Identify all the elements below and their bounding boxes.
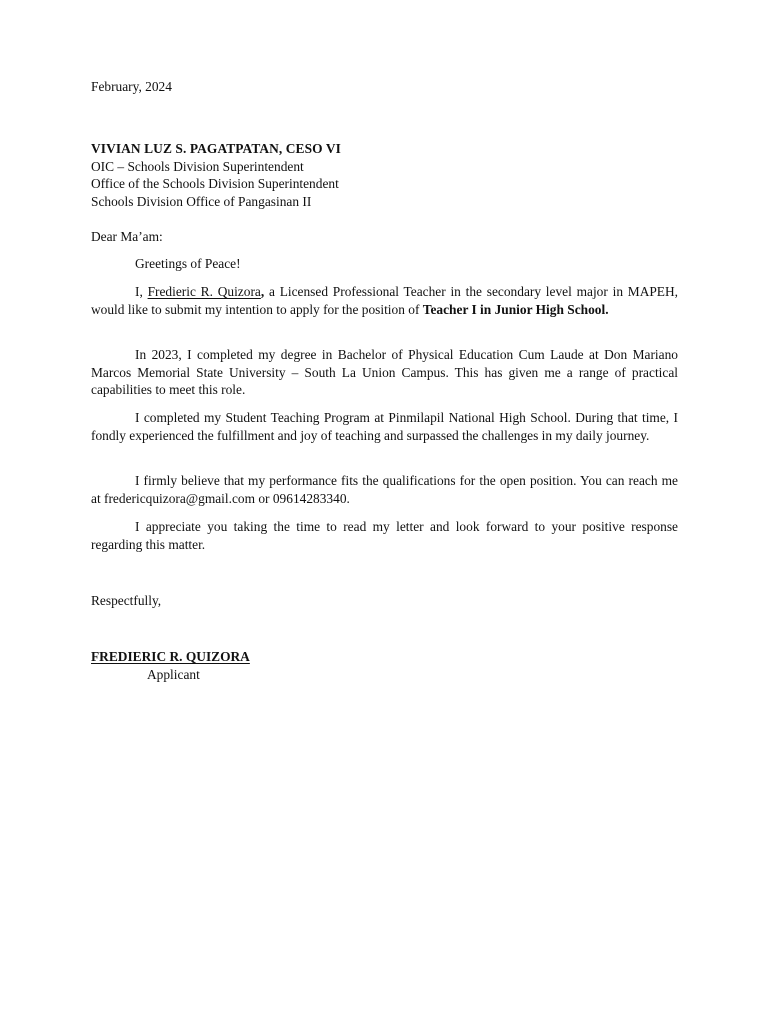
position-title: Teacher I in Junior High School. xyxy=(422,301,609,317)
contact-paragraph: I firmly believe that my performance fits the qualifications for the open position. You can reach me at fredericquizora@gmail.com or 09614283340. xyxy=(91,473,678,506)
intro-paragraph xyxy=(91,283,678,318)
intro-comma: , xyxy=(260,284,265,299)
recipient-address xyxy=(91,140,678,210)
recipient-title: OIC – Schools Division Superintendent xyxy=(91,158,304,174)
greeting-paragraph: Greetings of Peace! xyxy=(135,256,241,271)
applicant-name-inline: Fredieric R. Quizora xyxy=(147,284,261,299)
intro-prefix: I, xyxy=(135,284,148,299)
recipient-division: Schools Division Office of Pangasinan II xyxy=(91,193,312,209)
appreciation-paragraph: I appreciate you taking the time to read my letter and look forward to your positive response regarding this matter. xyxy=(91,519,678,552)
education-paragraph: In 2023, I completed my degree in Bachelor of Physical Education Cum Laude at Don Mariano Marcos Memorial State University – South La Union Campus. This has given me a range of practical capabilities to meet this role. xyxy=(91,347,678,398)
closing: Respectfully, xyxy=(91,593,162,608)
intro-text: a Licensed Professional Teacher in the secondary level major in MAPEH, would like to submit my intention to apply for the position of xyxy=(91,284,679,317)
salutation: Dear Ma’am: xyxy=(91,229,163,244)
letter-date: February, 2024 xyxy=(91,79,172,94)
signer-name: FREDIERIC R. QUIZORA xyxy=(91,649,250,664)
recipient-name: VIVIAN LUZ S. PAGATPATAN, CESO VI xyxy=(91,141,341,156)
training-paragraph: I completed my Student Teaching Program at Pinmilapil National High School. During that time, I fondly experienced the fulfillment and joy of teaching and surpassed the challenges in my daily journey. xyxy=(91,410,678,443)
signer-role: Applicant xyxy=(147,667,200,682)
recipient-office: Office of the Schools Division Superintendent xyxy=(91,176,339,192)
